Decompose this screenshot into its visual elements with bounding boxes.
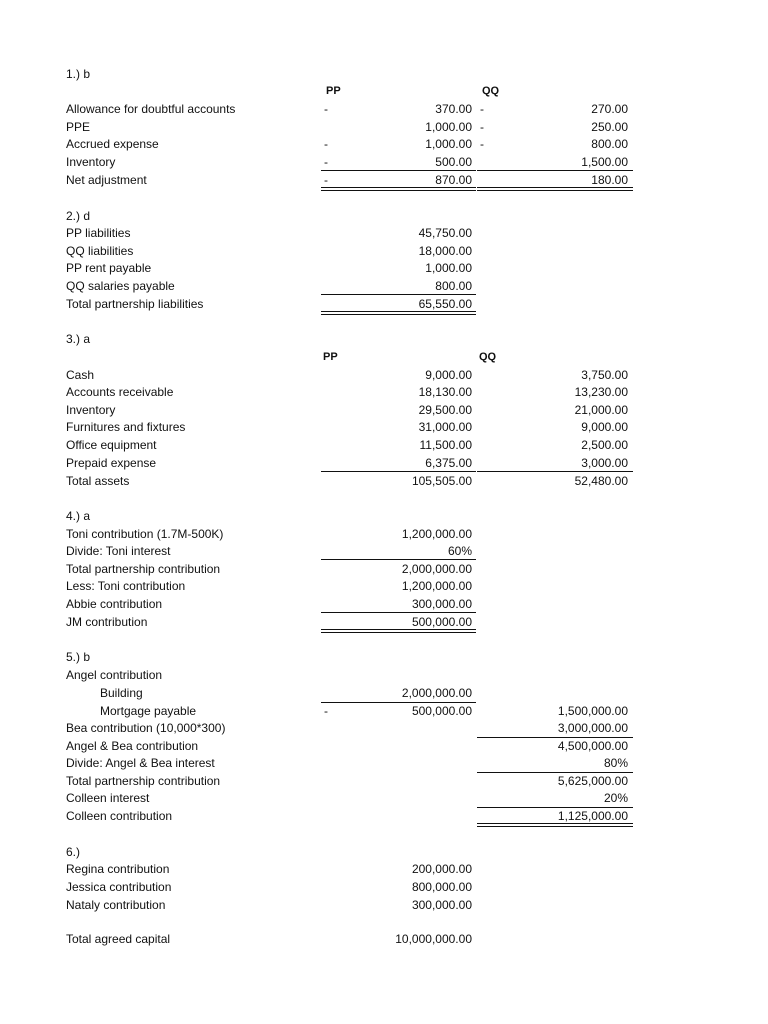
pp-value: 500.00 bbox=[435, 155, 472, 169]
row-value: 1,500,000.00 bbox=[557, 704, 628, 718]
pp-value: 6,375.00 bbox=[425, 456, 472, 470]
row-value: 1,200,000.00 bbox=[401, 527, 472, 541]
row-label: Regina contribution bbox=[66, 862, 170, 876]
subtotal-rule bbox=[321, 559, 476, 560]
row-label: Total assets bbox=[66, 474, 130, 488]
col-header-qq: QQ bbox=[479, 351, 497, 363]
row-value: 20% bbox=[603, 791, 628, 805]
col-header-pp: PP bbox=[326, 85, 341, 97]
row-value: 60% bbox=[447, 544, 472, 558]
row-value: 500,000.00 bbox=[411, 704, 472, 718]
qq-value: 21,000.00 bbox=[574, 403, 628, 417]
row-value: 300,000.00 bbox=[411, 898, 472, 912]
pp-value: 9,000.00 bbox=[425, 368, 472, 382]
minus-sign: - bbox=[480, 120, 484, 134]
row-label: PP rent payable bbox=[66, 261, 152, 275]
pp-value: 18,130.00 bbox=[418, 385, 472, 399]
row-label: JM contribution bbox=[66, 615, 148, 629]
row-value: 500,000.00 bbox=[411, 615, 472, 629]
qq-value: 9,000.00 bbox=[581, 420, 628, 434]
subtotal-rule bbox=[477, 772, 633, 773]
row-label: Less: Toni contribution bbox=[66, 579, 186, 593]
subtotal-rule bbox=[321, 612, 476, 613]
row-value: 3,000,000.00 bbox=[557, 721, 628, 735]
pp-value: 29,500.00 bbox=[418, 403, 472, 417]
row-value: 45,750.00 bbox=[418, 226, 472, 240]
subtotal-rule bbox=[477, 737, 633, 738]
row-label: Nataly contribution bbox=[66, 898, 166, 912]
row-label: Building bbox=[100, 686, 143, 700]
section-4-heading: 4.) a bbox=[66, 509, 91, 523]
total-double-rule bbox=[321, 187, 476, 191]
row-value: 800.00 bbox=[435, 279, 472, 293]
total-double-rule bbox=[477, 823, 633, 827]
subtotal-rule bbox=[477, 807, 633, 808]
col-header-pp: PP bbox=[323, 351, 338, 363]
qq-value: 270.00 bbox=[591, 102, 628, 116]
row-label: Angel contribution bbox=[66, 668, 163, 682]
row-value: 800,000.00 bbox=[411, 880, 472, 894]
row-label: Office equipment bbox=[66, 438, 157, 452]
row-label: Angel & Bea contribution bbox=[66, 739, 199, 753]
total-double-rule bbox=[321, 311, 476, 315]
row-value: 300,000.00 bbox=[411, 597, 472, 611]
minus-sign: - bbox=[324, 704, 328, 718]
row-label: Toni contribution (1.7M-500K) bbox=[66, 527, 224, 541]
row-label: QQ salaries payable bbox=[66, 279, 175, 293]
minus-sign: - bbox=[324, 137, 328, 151]
row-value: 2,000,000.00 bbox=[401, 562, 472, 576]
row-value: 200,000.00 bbox=[411, 862, 472, 876]
pp-value: 105,505.00 bbox=[411, 474, 472, 488]
row-label: Accounts receivable bbox=[66, 385, 174, 399]
row-label: Bea contribution (10,000*300) bbox=[66, 721, 226, 735]
row-label: Inventory bbox=[66, 155, 116, 169]
row-value: 80% bbox=[603, 756, 628, 770]
row-label: Total partnership contribution bbox=[66, 562, 221, 576]
section-3-heading: 3.) a bbox=[66, 332, 91, 346]
row-label: Divide: Angel & Bea interest bbox=[66, 756, 215, 770]
qq-value: 180.00 bbox=[591, 173, 628, 187]
qq-value: 13,230.00 bbox=[574, 385, 628, 399]
qq-value: 3,750.00 bbox=[581, 368, 628, 382]
section-2-heading: 2.) d bbox=[66, 209, 91, 223]
pp-value: 1,000.00 bbox=[425, 120, 472, 134]
row-label: Furnitures and fixtures bbox=[66, 420, 186, 434]
subtotal-rule bbox=[321, 170, 476, 171]
pp-value: 370.00 bbox=[435, 102, 472, 116]
qq-value: 3,000.00 bbox=[581, 456, 628, 470]
section-1-heading: 1.) b bbox=[66, 67, 91, 81]
row-value: 2,000,000.00 bbox=[401, 686, 472, 700]
minus-sign: - bbox=[324, 173, 328, 187]
row-value: 18,000.00 bbox=[418, 244, 472, 258]
subtotal-rule bbox=[477, 170, 633, 171]
row-value: 1,125,000.00 bbox=[557, 809, 628, 823]
row-label: Accrued expense bbox=[66, 137, 159, 151]
row-label: Total partnership liabilities bbox=[66, 297, 204, 311]
qq-value: 52,480.00 bbox=[574, 474, 628, 488]
row-label: Colleen interest bbox=[66, 791, 150, 805]
row-label: Colleen contribution bbox=[66, 809, 173, 823]
row-label: Allowance for doubtful accounts bbox=[66, 102, 236, 116]
row-label: Cash bbox=[66, 368, 95, 382]
row-label: PP liabilities bbox=[66, 226, 131, 240]
pp-value: 1,000.00 bbox=[425, 137, 472, 151]
row-label: Jessica contribution bbox=[66, 880, 172, 894]
row-value: 1,000.00 bbox=[425, 261, 472, 275]
col-header-qq: QQ bbox=[482, 85, 500, 97]
minus-sign: - bbox=[324, 102, 328, 116]
subtotal-rule bbox=[321, 702, 476, 703]
row-label: Inventory bbox=[66, 403, 116, 417]
minus-sign: - bbox=[324, 155, 328, 169]
row-value: 65,550.00 bbox=[418, 297, 472, 311]
row-value: 5,625,000.00 bbox=[557, 774, 628, 788]
pp-value: 11,500.00 bbox=[419, 438, 472, 452]
subtotal-rule bbox=[477, 471, 633, 472]
total-double-rule bbox=[321, 629, 476, 633]
row-label: Net adjustment bbox=[66, 173, 147, 187]
qq-value: 800.00 bbox=[591, 137, 628, 151]
row-label: Divide: Toni interest bbox=[66, 544, 171, 558]
total-double-rule bbox=[477, 187, 633, 191]
qq-value: 2,500.00 bbox=[581, 438, 628, 452]
total-label: Total agreed capital bbox=[66, 932, 171, 946]
row-label: Mortgage payable bbox=[100, 704, 197, 718]
qq-value: 250.00 bbox=[591, 120, 628, 134]
row-value: 4,500,000.00 bbox=[557, 739, 628, 753]
qq-value: 1,500.00 bbox=[581, 155, 628, 169]
pp-value: 31,000.00 bbox=[418, 420, 472, 434]
row-label: Total partnership contribution bbox=[66, 774, 221, 788]
section-5-heading: 5.) b bbox=[66, 650, 91, 664]
row-value: 1,200,000.00 bbox=[401, 579, 472, 593]
subtotal-rule bbox=[321, 294, 476, 295]
total-value: 10,000,000.00 bbox=[395, 932, 472, 946]
minus-sign: - bbox=[480, 137, 484, 151]
subtotal-rule bbox=[321, 471, 476, 472]
row-label: PPE bbox=[66, 120, 91, 134]
pp-value: 870.00 bbox=[435, 173, 472, 187]
row-label: Abbie contribution bbox=[66, 597, 163, 611]
row-label: Prepaid expense bbox=[66, 456, 157, 470]
section-6-heading: 6.) bbox=[66, 845, 81, 859]
row-label: QQ liabilities bbox=[66, 244, 134, 258]
minus-sign: - bbox=[480, 102, 484, 116]
